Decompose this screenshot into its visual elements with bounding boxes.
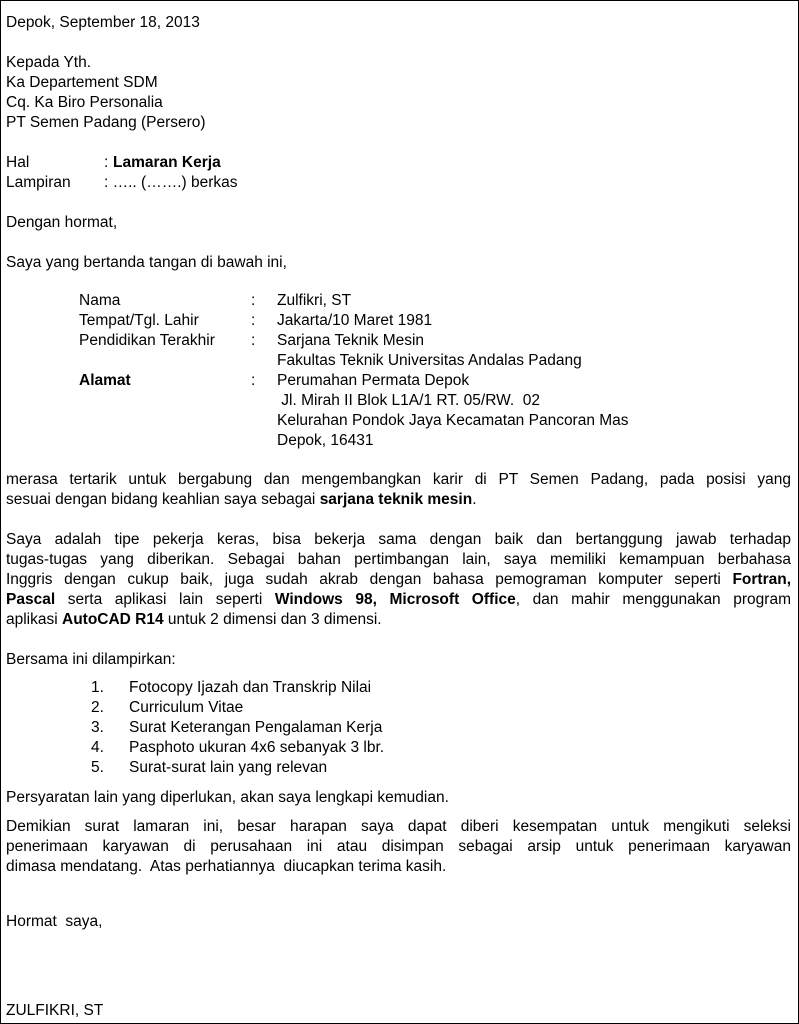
p2-line4-bold-2: Windows 98, Microsoft Office bbox=[274, 591, 516, 608]
p1-line2-end: . bbox=[472, 491, 477, 508]
signer-name: ZULFIKRI, ST bbox=[6, 1002, 104, 1019]
p2-line3-text: Inggris dengan cukup baik, juga sudah akrab dengan bahasa pemograman komputer seperti bbox=[6, 571, 733, 588]
attachment-text-2: Curriculum Vitae bbox=[129, 699, 244, 716]
lampiran-value: : ….. (…….) berkas bbox=[104, 174, 238, 191]
hal-value: Lamaran Kerja bbox=[113, 154, 221, 171]
attachment-num-3: 3. bbox=[91, 719, 104, 736]
paragraph-closing-line-1: Demikian surat lamaran ini, besar harapan saya dapat diberi kesempatan untuk mengikuti seleksi bbox=[6, 818, 791, 835]
pendidikan-value-2: Fakultas Teknik Universitas Andalas Padang bbox=[277, 352, 582, 369]
attachment-text-3: Surat Keterangan Pengalaman Kerja bbox=[129, 719, 383, 736]
alamat-value-1: Perumahan Permata Depok bbox=[277, 372, 470, 389]
p2-line5-end: untuk 2 dimensi dan 3 dimensi. bbox=[163, 611, 382, 628]
nama-label: Nama bbox=[79, 292, 121, 309]
nama-colon: : bbox=[251, 292, 256, 309]
paragraph-closing bbox=[6, 817, 791, 877]
p2-line3-bold: Fortran, bbox=[732, 571, 791, 588]
ttl-value: Jakarta/10 Maret 1981 bbox=[277, 312, 433, 329]
hal-label: Hal bbox=[6, 154, 30, 171]
hal-colon: : bbox=[104, 154, 109, 171]
paragraph-skills bbox=[6, 530, 791, 630]
p2-line4-bold-1: Pascal bbox=[6, 591, 56, 608]
paragraph-interest-line-2 bbox=[6, 490, 791, 510]
paragraph-skills-line-3 bbox=[6, 570, 791, 590]
nama-value: Zulfikri, ST bbox=[277, 292, 352, 309]
lampiran-label: Lampiran bbox=[6, 174, 71, 191]
p2-line5-text: aplikasi bbox=[6, 611, 62, 628]
p2-line5-bold: AutoCAD R14 bbox=[62, 611, 164, 628]
salutation: Dengan hormat, bbox=[6, 214, 118, 231]
recipient-line-1: Kepada Yth. bbox=[6, 54, 92, 71]
attachment-num-5: 5. bbox=[91, 759, 104, 776]
alamat-value-3: Kelurahan Pondok Jaya Kecamatan Pancoran Mas bbox=[277, 412, 629, 429]
date-line: Depok, September 18, 2013 bbox=[6, 14, 200, 31]
paragraph-skills-line-4 bbox=[6, 590, 791, 610]
attachment-text-1: Fotocopy Ijazah dan Transkrip Nilai bbox=[129, 679, 372, 696]
recipient-line-4: PT Semen Padang (Persero) bbox=[6, 114, 206, 131]
ttl-colon: : bbox=[251, 312, 256, 329]
p1-line2-text: sesuai dengan bidang keahlian saya sebagai bbox=[6, 491, 320, 508]
paragraph-skills-line-2: tugas-tugas yang diberikan. Sebagai bahan pertimbangan lain, saya memiliki kemampuan berbahasa bbox=[6, 551, 791, 568]
alamat-label: Alamat bbox=[79, 372, 131, 389]
attachment-num-2: 2. bbox=[91, 699, 104, 716]
pendidikan-label: Pendidikan Terakhir bbox=[79, 332, 215, 349]
paragraph-interest-line-1: merasa tertarik untuk bergabung dan mengembangkan karir di PT Semen Padang, pada posisi yang bbox=[6, 471, 791, 488]
attachment-num-1: 1. bbox=[91, 679, 104, 696]
pendidikan-value-1: Sarjana Teknik Mesin bbox=[277, 332, 425, 349]
attachment-text-4: Pasphoto ukuran 4x6 sebanyak 3 lbr. bbox=[129, 739, 385, 756]
alamat-value-2: Jl. Mirah II Blok L1A/1 RT. 05/RW. 02 bbox=[277, 392, 541, 409]
sign-off: Hormat saya, bbox=[6, 913, 103, 930]
p2-line4-mid: serta aplikasi lain seperti bbox=[55, 591, 275, 608]
attachments-intro: Bersama ini dilampirkan: bbox=[6, 651, 176, 668]
attachment-num-4: 4. bbox=[91, 739, 104, 756]
paragraph-skills-line-1: Saya adalah tipe pekerja keras, bisa bekerja sama dengan baik dan bertanggung jawab terhadap bbox=[6, 531, 791, 548]
recipient-line-3: Cq. Ka Biro Personalia bbox=[6, 94, 163, 111]
alamat-colon: : bbox=[251, 372, 256, 389]
requirements-line: Persyaratan lain yang diperlukan, akan saya lengkapi kemudian. bbox=[6, 789, 449, 806]
paragraph-closing-line-3: dimasa mendatang. Atas perhatiannya diucapkan terima kasih. bbox=[6, 858, 447, 875]
pendidikan-colon: : bbox=[251, 332, 256, 349]
paragraph-skills-line-5 bbox=[6, 610, 791, 630]
intro-line: Saya yang bertanda tangan di bawah ini, bbox=[6, 254, 287, 271]
alamat-value-4: Depok, 16431 bbox=[277, 432, 374, 449]
p1-line2-bold: sarjana teknik mesin bbox=[319, 491, 473, 508]
paragraph-interest bbox=[6, 470, 791, 510]
recipient-line-2: Ka Departement SDM bbox=[6, 74, 158, 91]
p2-line4-end: , dan mahir menggunakan program bbox=[515, 591, 791, 608]
paragraph-closing-line-2: penerimaan karyawan di perusahaan ini atau disimpan sebagai arsip untuk penerimaan karyawan bbox=[6, 838, 791, 855]
ttl-label: Tempat/Tgl. Lahir bbox=[79, 312, 199, 329]
attachment-text-5: Surat-surat lain yang relevan bbox=[129, 759, 328, 776]
